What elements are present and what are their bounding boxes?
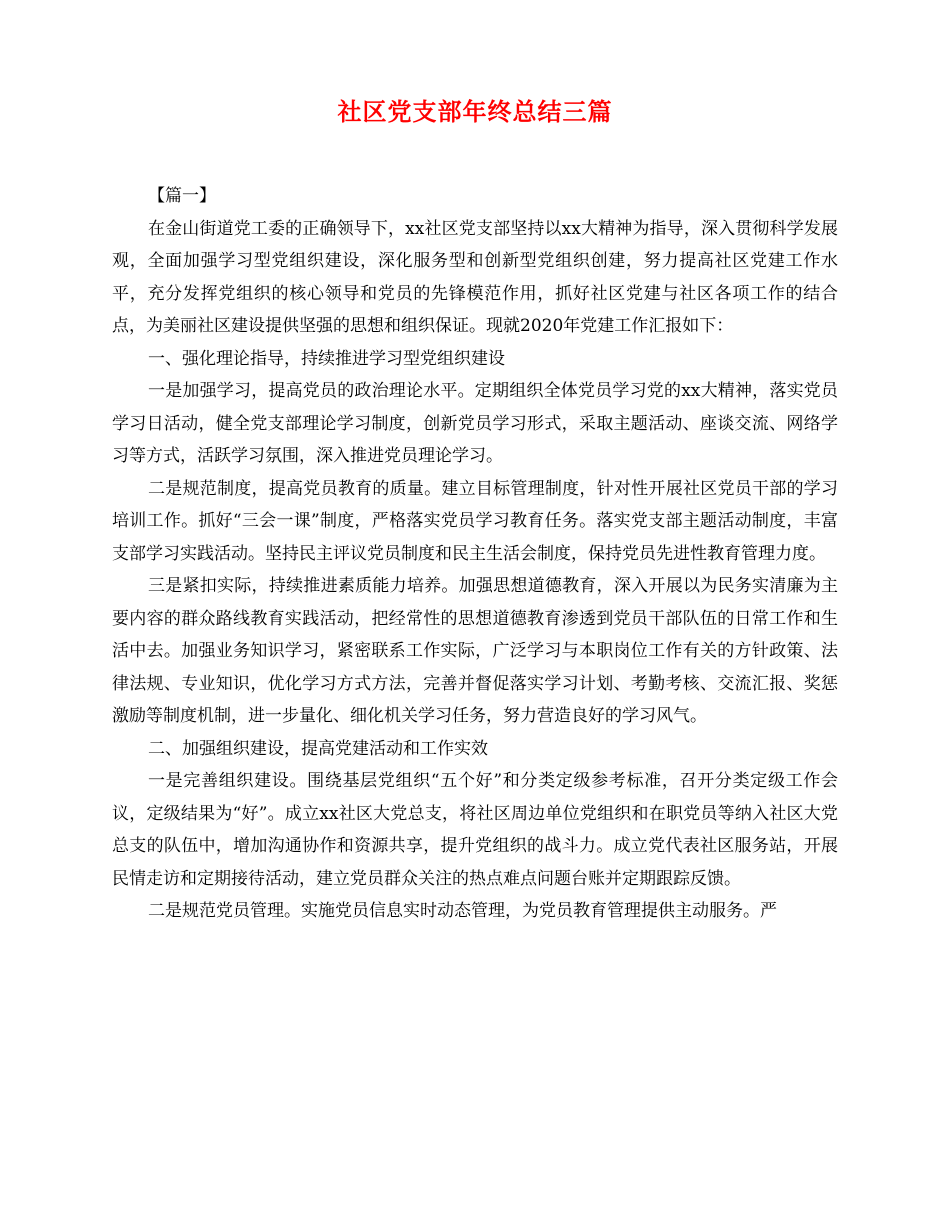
subheading: 一、强化理论指导，持续推进学习型党组织建设 [148,348,505,369]
paragraph: 二是规范党员管理。实施党员信息实时动态管理，为党员教育管理提供主动服务。严 [148,901,777,921]
paragraph: 在金山街道党工委的正确领导下，xx社区党支部坚持以xx大精神为指导，深入贯彻科学发展观，全面加强学习型党组织建设，深化服务型和创新型党组织创建，努力提高社区党建工作水平，充分发挥党组织的核心领导和党员的先锋模范作用，抓好社区党建与社区各项工作的结合点，为美丽社区建设提供坚强的思想和组织保证。现就2020年党建工作汇报如下： [112,218,838,336]
subheading: 二、加强组织建设，提高党建活动和工作实效 [148,738,488,759]
paragraph: 三是紧扣实际，持续推进素质能力培养。加强思想道德教育，深入开展以为民务实清廉为主要内容的群众路线教育实践活动，把经常性的思想道德教育渗透到党员干部队伍的日常工作和生活中去。加强业务知识学习，紧密联系工作实际，广泛学习与本职岗位工作有关的方针政策、法律法规、专业知识，优化学习方式方法，完善并督促落实学习计划、考勤考核、交流汇报、奖惩激励等制度机制，进一步量化、细化机关学习任务，努力营造良好的学习风气。 [112,576,838,726]
document-title: 社区党支部年终总结三篇 [337,97,613,126]
paragraph: 二是规范制度，提高党员教育的质量。建立目标管理制度，针对性开展社区党员干部的学习培训工作。抓好“三会一课”制度，严格落实党员学习教育任务。落实党支部主题活动制度，丰富支部学习实践活动。坚持民主评议党员制度和民主生活会制度，保持党员先进性教育管理力度。 [112,478,838,564]
paragraph: 一是完善组织建设。围绕基层党组织“五个好”和分类定级参考标准，召开分类定级工作会议，定级结果为“好”。成立xx社区大党总支，将社区周边单位党组织和在职党员等纳入社区大党总支的队伍中，增加沟通协作和资源共享，提升党组织的战斗力。成立党代表社区服务站，开展民情走访和定期接待活动，建立党员群众关注的热点难点问题台账并定期跟踪反馈。 [112,771,838,889]
section-heading: 【篇一】 [148,186,216,206]
paragraph: 一是加强学习，提高党员的政治理论水平。定期组织全体党员学习党的xx大精神，落实党员学习日活动，健全党支部理论学习制度，创新党员学习形式，采取主题活动、座谈交流、网络学习等方式，活跃学习氛围，深入推进党员理论学习。 [112,381,838,466]
document-body [112,180,838,928]
